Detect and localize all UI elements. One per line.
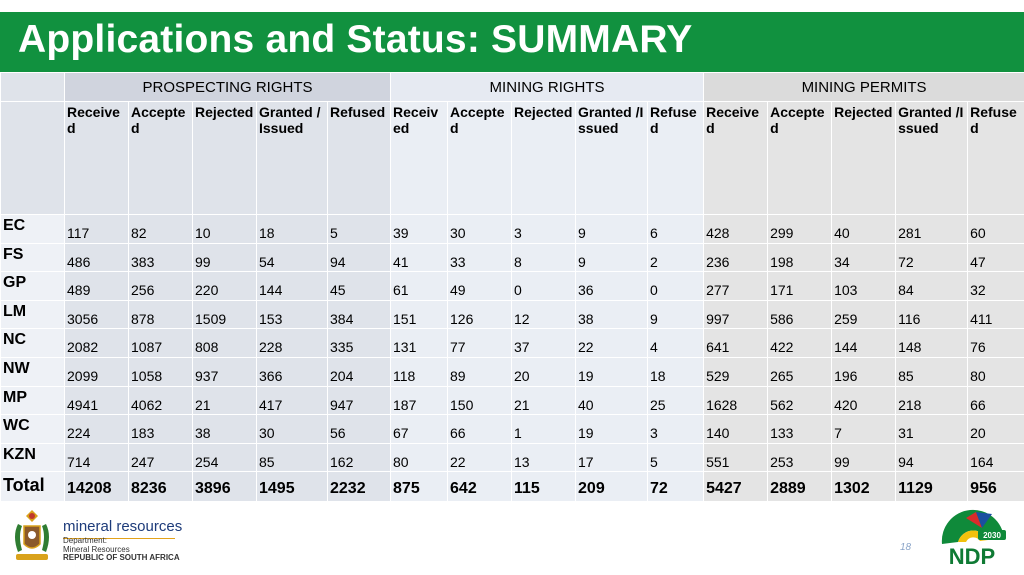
dmr-logo xyxy=(8,506,183,568)
table-cell: 384 xyxy=(328,300,391,329)
column-header: Accepted xyxy=(129,102,193,215)
table-cell: 12 xyxy=(512,300,576,329)
table-cell: 41 xyxy=(391,243,448,272)
table-cell: 281 xyxy=(896,215,968,244)
table-cell: 247 xyxy=(129,443,193,472)
table-cell: 420 xyxy=(832,386,896,415)
table-cell: 40 xyxy=(576,386,648,415)
table-cell: 164 xyxy=(968,443,1024,472)
column-header: Received xyxy=(391,102,448,215)
ndp-year: 2030 xyxy=(983,531,1001,540)
region-label: NW xyxy=(1,357,65,386)
table-cell: 39 xyxy=(391,215,448,244)
table-cell: 2099 xyxy=(65,357,129,386)
column-header: Rejected xyxy=(512,102,576,215)
table-cell: 33 xyxy=(448,243,512,272)
table-cell: 18 xyxy=(257,215,328,244)
table-cell: 21 xyxy=(512,386,576,415)
table-cell: 4941 xyxy=(65,386,129,415)
table-cell: 118 xyxy=(391,357,448,386)
table-cell: 2232 xyxy=(328,472,391,502)
table-cell: 38 xyxy=(576,300,648,329)
table-cell: 489 xyxy=(65,272,129,301)
table-cell: 13 xyxy=(512,443,576,472)
table-cell: 36 xyxy=(576,272,648,301)
table-cell: 80 xyxy=(968,357,1024,386)
table-cell: 61 xyxy=(391,272,448,301)
table-cell: 20 xyxy=(512,357,576,386)
region-label: LM xyxy=(1,300,65,329)
table-cell: 60 xyxy=(968,215,1024,244)
table-cell: 956 xyxy=(968,472,1024,502)
table-row xyxy=(1,272,1024,301)
country-name: REPUBLIC OF SOUTH AFRICA xyxy=(63,553,180,562)
column-header: Accepted xyxy=(768,102,832,215)
table-cell: 20 xyxy=(968,415,1024,444)
coat-of-arms-icon xyxy=(8,506,56,564)
total-row xyxy=(1,472,1024,502)
table-cell: 551 xyxy=(704,443,768,472)
table-cell: 18 xyxy=(648,357,704,386)
column-header: Refused xyxy=(328,102,391,215)
table-cell: 66 xyxy=(448,415,512,444)
table-cell: 299 xyxy=(768,215,832,244)
region-label: EC xyxy=(1,215,65,244)
column-header: Rejected xyxy=(193,102,257,215)
table-cell: 117 xyxy=(65,215,129,244)
table-cell: 4062 xyxy=(129,386,193,415)
table-cell: 94 xyxy=(896,443,968,472)
table-cell: 224 xyxy=(65,415,129,444)
group-header-row xyxy=(1,73,1024,102)
table-cell: 116 xyxy=(896,300,968,329)
table-row xyxy=(1,243,1024,272)
table-cell: 1302 xyxy=(832,472,896,502)
page-number: 18 xyxy=(900,542,912,553)
table-cell: 265 xyxy=(768,357,832,386)
table-cell: 642 xyxy=(448,472,512,502)
table-cell: 49 xyxy=(448,272,512,301)
table-cell: 3896 xyxy=(193,472,257,502)
table-cell: 25 xyxy=(648,386,704,415)
table-cell: 1058 xyxy=(129,357,193,386)
table-cell: 72 xyxy=(896,243,968,272)
table-cell: 2 xyxy=(648,243,704,272)
table-cell: 82 xyxy=(129,215,193,244)
table-cell: 115 xyxy=(512,472,576,502)
ndp-text: NDP xyxy=(948,544,996,569)
table-cell: 218 xyxy=(896,386,968,415)
table-cell: 54 xyxy=(257,243,328,272)
table-cell: 162 xyxy=(328,443,391,472)
region-label: KZN xyxy=(1,443,65,472)
table-cell: 562 xyxy=(768,386,832,415)
table-cell: 187 xyxy=(391,386,448,415)
region-label: Total xyxy=(1,472,65,502)
column-header: Granted /Issued xyxy=(576,102,648,215)
table-cell: 277 xyxy=(704,272,768,301)
table-row xyxy=(1,443,1024,472)
table-cell: 383 xyxy=(129,243,193,272)
table-cell: 66 xyxy=(968,386,1024,415)
table-cell: 6 xyxy=(648,215,704,244)
region-label: FS xyxy=(1,243,65,272)
column-header: Refused xyxy=(968,102,1024,215)
column-header: Rejected xyxy=(832,102,896,215)
table-cell: 84 xyxy=(896,272,968,301)
table-cell: 253 xyxy=(768,443,832,472)
table-cell: 7 xyxy=(832,415,896,444)
table-cell: 21 xyxy=(193,386,257,415)
table-cell: 3 xyxy=(648,415,704,444)
subheader-corner-cell xyxy=(1,102,65,215)
table-cell: 45 xyxy=(328,272,391,301)
table-row xyxy=(1,415,1024,444)
corner-cell xyxy=(1,73,65,102)
region-label: GP xyxy=(1,272,65,301)
table-cell: 1129 xyxy=(896,472,968,502)
table-cell: 428 xyxy=(704,215,768,244)
column-header: Granted / Issued xyxy=(257,102,328,215)
table-cell: 5427 xyxy=(704,472,768,502)
table-cell: 47 xyxy=(968,243,1024,272)
table-cell: 19 xyxy=(576,415,648,444)
table-row xyxy=(1,386,1024,415)
table-cell: 2889 xyxy=(768,472,832,502)
table-cell: 148 xyxy=(896,329,968,358)
table-cell: 228 xyxy=(257,329,328,358)
table-cell: 72 xyxy=(648,472,704,502)
table-cell: 99 xyxy=(193,243,257,272)
table-body xyxy=(1,215,1024,502)
table-cell: 19 xyxy=(576,357,648,386)
column-header: Received xyxy=(65,102,129,215)
column-header: Refused xyxy=(648,102,704,215)
table-row xyxy=(1,329,1024,358)
table-cell: 236 xyxy=(704,243,768,272)
table-cell: 641 xyxy=(704,329,768,358)
table-cell: 204 xyxy=(328,357,391,386)
table-cell: 586 xyxy=(768,300,832,329)
table-cell: 89 xyxy=(448,357,512,386)
table-cell: 209 xyxy=(576,472,648,502)
table-cell: 4 xyxy=(648,329,704,358)
table-cell: 529 xyxy=(704,357,768,386)
table-row xyxy=(1,215,1024,244)
region-label: WC xyxy=(1,415,65,444)
table-cell: 714 xyxy=(65,443,129,472)
title-bar xyxy=(0,12,1024,74)
table-cell: 14208 xyxy=(65,472,129,502)
table-cell: 1087 xyxy=(129,329,193,358)
table-cell: 808 xyxy=(193,329,257,358)
table-cell: 947 xyxy=(328,386,391,415)
column-header: Granted /Issued xyxy=(896,102,968,215)
table-cell: 10 xyxy=(193,215,257,244)
table-row xyxy=(1,357,1024,386)
table-cell: 3 xyxy=(512,215,576,244)
table-cell: 17 xyxy=(576,443,648,472)
table-cell: 31 xyxy=(896,415,968,444)
column-header: Received xyxy=(704,102,768,215)
table-cell: 335 xyxy=(328,329,391,358)
table-cell: 878 xyxy=(129,300,193,329)
table-cell: 38 xyxy=(193,415,257,444)
table-cell: 5 xyxy=(648,443,704,472)
table-cell: 37 xyxy=(512,329,576,358)
table-cell: 256 xyxy=(129,272,193,301)
table-cell: 32 xyxy=(968,272,1024,301)
table-cell: 153 xyxy=(257,300,328,329)
table-cell: 22 xyxy=(576,329,648,358)
table-cell: 1495 xyxy=(257,472,328,502)
group-header-prospecting: PROSPECTING RIGHTS xyxy=(65,73,391,102)
table-cell: 8236 xyxy=(129,472,193,502)
table-cell: 40 xyxy=(832,215,896,244)
table-cell: 198 xyxy=(768,243,832,272)
summary-table xyxy=(0,72,1024,502)
table-cell: 9 xyxy=(576,243,648,272)
table-cell: 76 xyxy=(968,329,1024,358)
page-title: Applications and Status: SUMMARY xyxy=(18,18,693,61)
table-cell: 30 xyxy=(257,415,328,444)
table-cell: 103 xyxy=(832,272,896,301)
table-cell: 144 xyxy=(832,329,896,358)
table-cell: 140 xyxy=(704,415,768,444)
table-cell: 80 xyxy=(391,443,448,472)
table-cell: 1 xyxy=(512,415,576,444)
ndp-2030-logo-icon xyxy=(936,508,1010,570)
table-cell: 9 xyxy=(576,215,648,244)
table-cell: 8 xyxy=(512,243,576,272)
table-cell: 0 xyxy=(512,272,576,301)
table-cell: 99 xyxy=(832,443,896,472)
table-cell: 151 xyxy=(391,300,448,329)
table-cell: 220 xyxy=(193,272,257,301)
table-cell: 2082 xyxy=(65,329,129,358)
region-label: NC xyxy=(1,329,65,358)
subheader-row xyxy=(1,102,1024,215)
table-cell: 67 xyxy=(391,415,448,444)
table-cell: 85 xyxy=(896,357,968,386)
region-label: MP xyxy=(1,386,65,415)
table-cell: 150 xyxy=(448,386,512,415)
table-cell: 196 xyxy=(832,357,896,386)
table-cell: 417 xyxy=(257,386,328,415)
table-cell: 94 xyxy=(328,243,391,272)
dept-label: Department: xyxy=(63,536,108,545)
table-cell: 422 xyxy=(768,329,832,358)
table-cell: 411 xyxy=(968,300,1024,329)
brand-name: mineral resources xyxy=(63,518,183,535)
table-cell: 254 xyxy=(193,443,257,472)
table-cell: 937 xyxy=(193,357,257,386)
table-cell: 56 xyxy=(328,415,391,444)
table-cell: 875 xyxy=(391,472,448,502)
table-cell: 3056 xyxy=(65,300,129,329)
table-cell: 259 xyxy=(832,300,896,329)
table-cell: 133 xyxy=(768,415,832,444)
table-cell: 5 xyxy=(328,215,391,244)
table-cell: 30 xyxy=(448,215,512,244)
table-cell: 997 xyxy=(704,300,768,329)
table-cell: 0 xyxy=(648,272,704,301)
table-row xyxy=(1,300,1024,329)
table-cell: 9 xyxy=(648,300,704,329)
table-cell: 366 xyxy=(257,357,328,386)
table-cell: 126 xyxy=(448,300,512,329)
dept-name: Mineral Resources xyxy=(63,545,130,554)
column-header: Accepted xyxy=(448,102,512,215)
table-cell: 183 xyxy=(129,415,193,444)
group-header-mining-rights: MINING RIGHTS xyxy=(391,73,704,102)
table-cell: 22 xyxy=(448,443,512,472)
table-cell: 34 xyxy=(832,243,896,272)
table-cell: 171 xyxy=(768,272,832,301)
table-cell: 144 xyxy=(257,272,328,301)
table-cell: 77 xyxy=(448,329,512,358)
table-cell: 85 xyxy=(257,443,328,472)
table-cell: 486 xyxy=(65,243,129,272)
group-header-mining-permits: MINING PERMITS xyxy=(704,73,1024,102)
table-cell: 1509 xyxy=(193,300,257,329)
table-cell: 131 xyxy=(391,329,448,358)
table-cell: 1628 xyxy=(704,386,768,415)
